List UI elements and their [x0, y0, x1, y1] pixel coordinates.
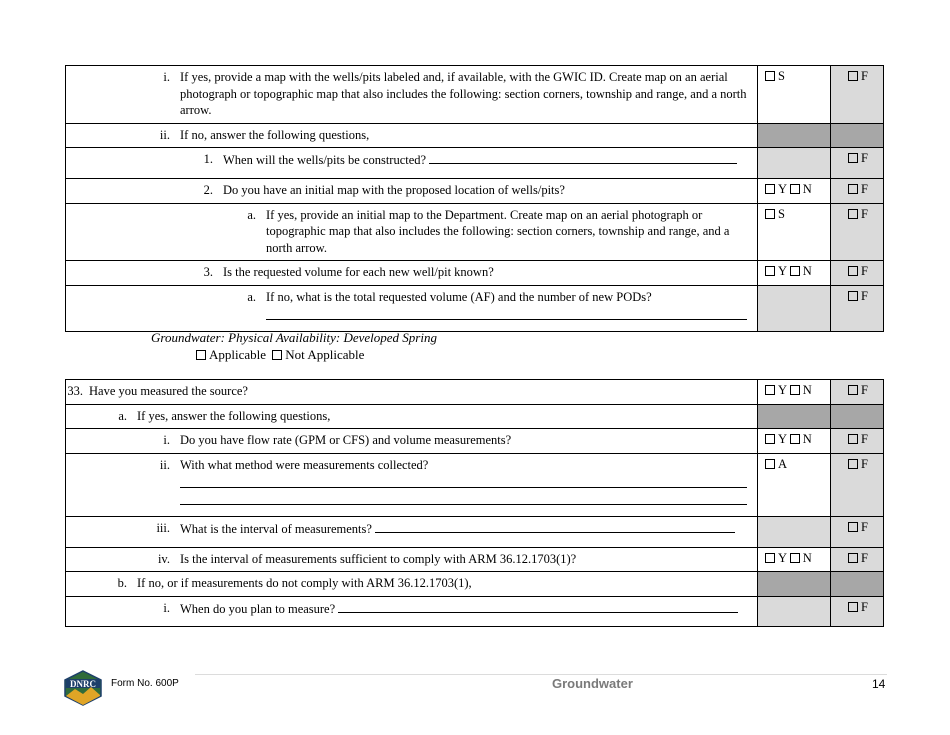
form-number: Form No. 600P [111, 678, 179, 689]
table-row: iv. Is the interval of measurements sufficient to comply with ARM 36.12.1703(1)? Y N F [66, 547, 884, 572]
table-row: i. If yes, provide a map with the wells/pits labeled and, if available, with the GWIC ID. Create map on an aerial photograph or topographic map that also includes the following: section corners, township and range, and a north arrow. S F [66, 66, 884, 124]
question-table-wells [65, 65, 884, 332]
checkbox[interactable] [765, 209, 775, 219]
footer-divider [195, 674, 887, 675]
applicable-checkbox[interactable] [196, 350, 206, 360]
plan-measure-field[interactable] [338, 600, 738, 613]
table-row: a. If yes, provide an initial map to the Department. Create map on an aerial photograph or topographic map that also includes the following: section corners, township and range, and a north arrow. S F [66, 203, 884, 261]
checkbox[interactable] [790, 434, 800, 444]
table-row: iii. What is the interval of measurements? F [66, 516, 884, 547]
checkbox[interactable] [765, 553, 775, 563]
checkbox[interactable] [848, 291, 858, 301]
table-row: i. When do you plan to measure? F [66, 596, 884, 626]
page-number: 14 [872, 677, 886, 691]
question-table-spring [65, 379, 884, 627]
checkbox[interactable] [765, 71, 775, 81]
method-field-line-2[interactable] [180, 488, 747, 505]
checkbox[interactable] [765, 434, 775, 444]
checkbox[interactable] [790, 184, 800, 194]
checkbox[interactable] [848, 71, 858, 81]
footer-section-name: Groundwater [552, 676, 633, 691]
table-row: ii. If no, answer the following questions, [66, 123, 884, 148]
checkbox[interactable] [848, 385, 858, 395]
checkbox[interactable] [790, 385, 800, 395]
checkbox[interactable] [790, 553, 800, 563]
table-row: 3. Is the requested volume for each new well/pit known? Y N F [66, 261, 884, 286]
checkbox[interactable] [848, 602, 858, 612]
table-row: i. Do you have flow rate (GPM or CFS) and volume measurements? Y N F [66, 429, 884, 454]
checkbox[interactable] [790, 266, 800, 276]
method-field-line-1[interactable] [180, 473, 747, 488]
checkbox[interactable] [848, 209, 858, 219]
table-row: 1. When will the wells/pits be constructed? F [66, 148, 884, 179]
page-footer [0, 668, 950, 728]
checkbox[interactable] [848, 184, 858, 194]
checkbox[interactable] [848, 459, 858, 469]
table-row: 2. Do you have an initial map with the proposed location of wells/pits? Y N F [66, 179, 884, 204]
checkbox[interactable] [848, 434, 858, 444]
svg-text:DNRC: DNRC [70, 679, 96, 689]
section-title: Groundwater: Physical Availability: Developed Spring [151, 330, 437, 345]
checkbox[interactable] [765, 266, 775, 276]
checkbox[interactable] [765, 385, 775, 395]
checkbox[interactable] [848, 553, 858, 563]
not-applicable-checkbox[interactable] [272, 350, 282, 360]
volume-field[interactable] [266, 305, 747, 320]
checkbox[interactable] [765, 184, 775, 194]
checkbox[interactable] [765, 459, 775, 469]
checkbox[interactable] [848, 522, 858, 532]
interval-field[interactable] [375, 520, 735, 533]
table-row: ii. With what method were measurements collected? A F [66, 453, 884, 516]
table-row: a. If no, what is the total requested volume (AF) and the number of new PODs? F [66, 285, 884, 331]
checkbox[interactable] [848, 266, 858, 276]
table-row: b. If no, or if measurements do not comply with ARM 36.12.1703(1), [66, 572, 884, 597]
construction-date-field[interactable] [429, 151, 737, 164]
checkbox[interactable] [848, 153, 858, 163]
table-row: 33. Have you measured the source? Y N F [66, 380, 884, 405]
applicability-options: Applicable Not Applicable [196, 347, 364, 363]
table-row: a. If yes, answer the following questions, [66, 404, 884, 429]
